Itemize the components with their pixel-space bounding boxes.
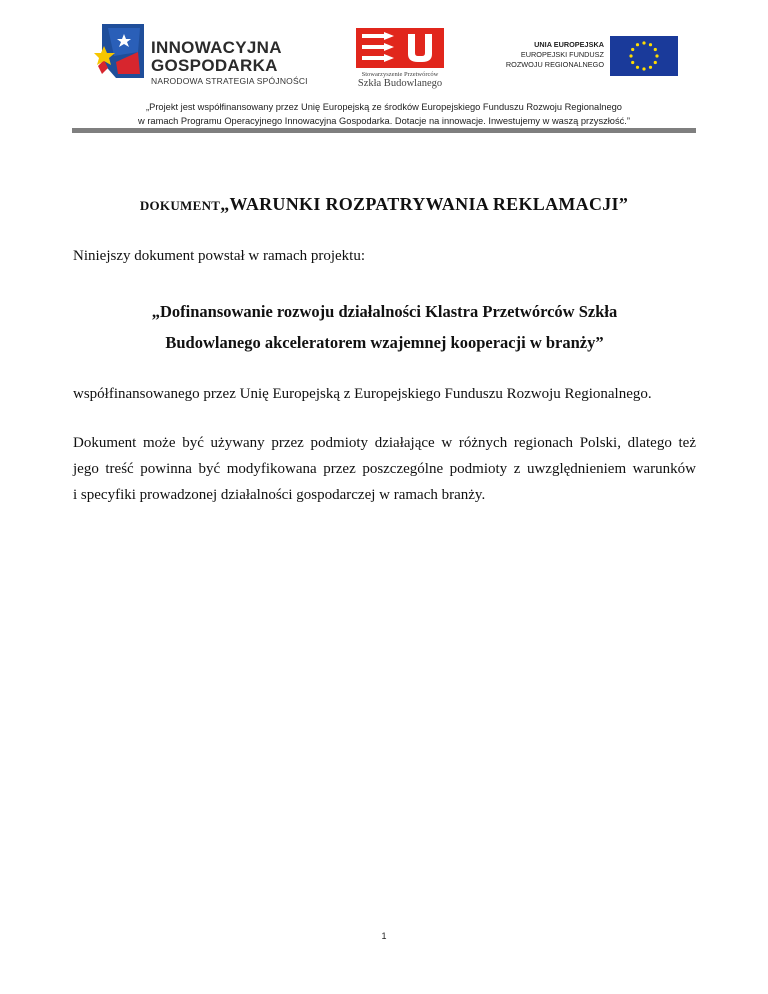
body-paragraph [73,430,696,508]
body-line-1: Dokument może być używany przez podmioty działające w różnych regionach Polski, dlatego też [73,435,696,451]
intro-paragraph: Niniejszy dokument powstał w ramach projektu: [73,248,366,264]
logo-line-strategia: NARODOWA STRATEGIA SPÓJNOŚCI [151,76,308,86]
ssb-line-szkla: Szkła Budowlanego [357,78,443,89]
body-line-2: jego treść powinna być modyfikowana przez poszczególne podmioty z uwzględnieniem warunków [73,461,696,477]
innowacyjna-gospodarka-logo [94,22,309,84]
funding-note-line-2: w ramach Programu Operacyjnego Innowacyjna Gospodarka. Dotacje na innowacje. Inwestujemy w waszą przyszłość.” [138,116,630,126]
ue-line-unia: UNIA EUROPEJSKA [534,40,604,49]
funding-note [60,100,708,128]
ue-line-rozwoju: ROZWOJU REGIONALNEGO [505,60,604,69]
cofinanced-paragraph: współfinansowanego przez Unię Europejską z Europejskiego Funduszu Rozwoju Regionalnego. [73,386,652,402]
ue-text-block [486,40,604,70]
ue-line-fundusz: EUROPEJSKI FUNDUSZ [520,50,604,59]
title-prefix: DOKUMENT [139,198,221,213]
page-number: 1 [381,931,387,941]
logo-line-gospodarka: GOSPODARKA [151,56,278,75]
header-divider [72,128,696,133]
stowarzyszenie-logo [352,26,448,92]
project-title-line-1: „Dofinansowanie rozwoju działalności Klastra Przetwórców Szkła [151,302,618,321]
funding-note-line-1: „Projekt jest współfinansowany przez Unię Europejską ze środków Europejskiego Funduszu Rozwoju Regionalnego [146,102,622,112]
ssb-emblem-icon [352,26,448,70]
project-title [73,296,696,358]
unia-europejska-logo [486,36,678,76]
project-title-line-2: Budowlanego akceleratorem wzajemnej kooperacji w branży” [165,333,604,352]
document-title [60,194,708,215]
innowacyjna-gospodarka-emblem-icon [94,22,150,84]
body-line-3: i specyfiki prowadzonej działalności gospodarczej w ramach branży. [73,487,486,503]
eu-flag-icon [610,36,678,76]
logo-line-innowacyjna: INNOWACYJNA [151,38,282,57]
ssb-line-stowarzyszenie: Stowarzyszenie Przetwórców [361,71,439,78]
title-main: „WARUNKI ROZPATRYWANIA REKLAMACJI” [220,194,629,214]
